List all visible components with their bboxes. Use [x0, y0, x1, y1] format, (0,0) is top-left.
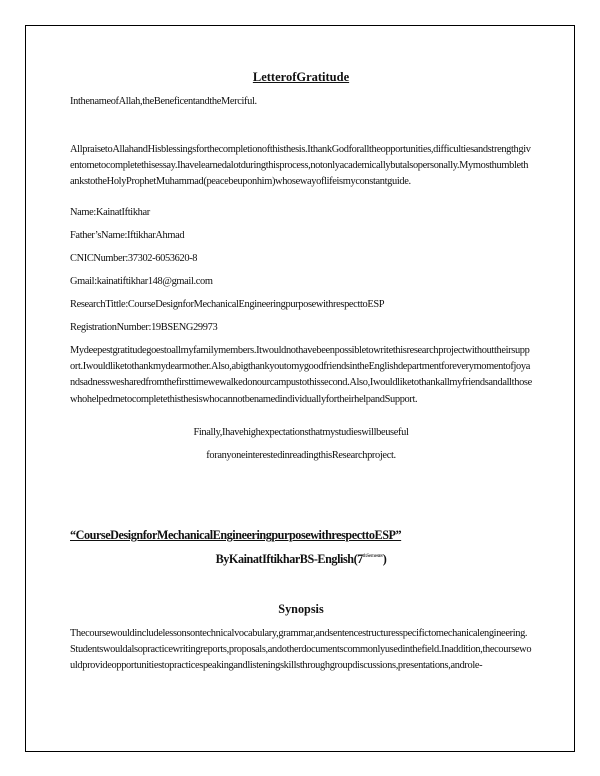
letter-title: LetterofGratitude [252, 70, 350, 84]
synopsis-paragraph: Thecoursewouldincludelessonsontechnicalvocabulary,grammar,andsentencestructuresspecifictomechanicalengineering.Studentswouldalsopracticewritingreports,proposals,andotherdocumentscommonlyusedinthefield.Inaddition,thecoursewouldprovideopportunitiestopracticespeakingandlisteningskillsthroughgroupdiscussions,presentations,androle- [70, 628, 532, 672]
byline [70, 552, 532, 567]
father-name-line: Father’sName:IftikharAhmad [70, 230, 185, 241]
praise-paragraph: AllpraisetoAllahandHisblessingsforthecompletionofthisthesis.IthankGodforalltheopportunities,difficultiesandstrengthgiventometocompletethisessay.Ihavelearnedalotduringthisprocess,notonlyacademicallybutalsopersonally.MymosthumblethankstotheHolyProphetMuhammad(peacebeuponhim)whosewayoflifeismyconstantguide. [70, 144, 531, 188]
gratitude-paragraph: Mydeepestgratitudegoestoallmyfamilymembers.Itwouldnothavebeenpossibletowritethisresearchprojectwithouttheirsupport.Iwouldliketothankmydearmother.Also,abigthankyoutomygoodfriendsintheEnglishdepartmentforeverymomentofjoyandsadnesswesharedfromthefirsttimewewalkedonourcampustothissecond.Also,IwouldliketothankallmyfriendsandallthosewhohelpedmetocompletethisthesiswhocannotbenamedindividuallyfortheirhelpandSupport. [70, 345, 532, 405]
closing-line-2: foranyoneinterestedinreadingthisResearchproject. [206, 450, 396, 461]
byline-suffix: ) [382, 552, 387, 566]
research-title-line: ResearchTittle:CourseDesignforMechanicalEngineeringpurposewithrespecttoESP [70, 299, 385, 310]
byline-prefix: ByKainatIftikharBS-English(7 [215, 552, 363, 566]
opening-line: InthenameofAllah,theBeneficentandtheMerciful. [70, 96, 257, 107]
byline-superscript: thSemester [362, 553, 383, 559]
gmail-line: Gmail:kainatiftikhar148@gmail.com [70, 276, 213, 287]
synopsis-heading: Synopsis [278, 602, 324, 616]
closing-line-1: Finally,Ihavehighexpectationsthatmystudieswillbeuseful [193, 427, 409, 438]
name-line: Name:KainatIftikhar [70, 207, 150, 218]
cnic-line: CNICNumber:37302-6053620-8 [70, 253, 198, 264]
course-title: “CourseDesignforMechanicalEngineeringpurposewithrespecttoESP” [70, 528, 402, 542]
registration-line: RegistrationNumber:19BSENG29973 [70, 322, 218, 333]
